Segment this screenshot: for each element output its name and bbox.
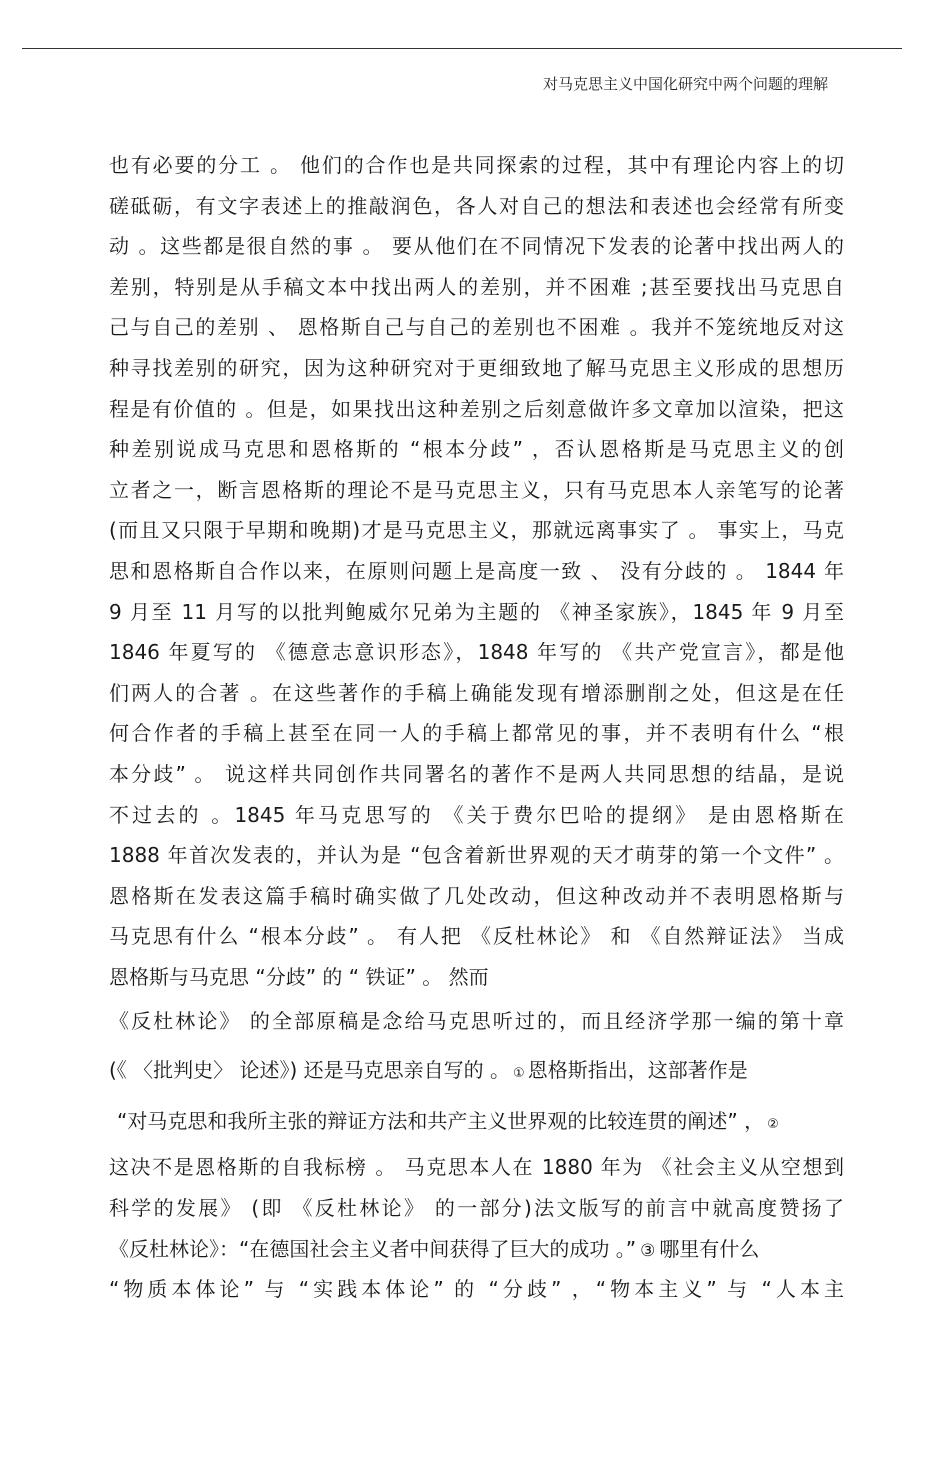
- text-line: 恩格斯与马克思 “分歧” 的 “ 铁证” 。 然而: [109, 964, 489, 989]
- footnote-line-2-text: “对马克思和我所主张的辩证方法和共产主义世界观的比较连贯的阐述” ，: [117, 1109, 765, 1134]
- text-line: 这决不是恩格斯的自我标榜 。 马克思本人在 1880 年为 《社会主义从空想到: [109, 1155, 844, 1180]
- footnote-mark-2: ②: [767, 1117, 779, 1133]
- text-line: 何合作者的手稿上甚至在同一人的手稿上都常见的事，并不表明有什么 “根: [109, 721, 844, 746]
- text-line: 种寻找差别的研究，因为这种研究对于更细致地了解马克思主义形成的思想历: [109, 355, 844, 380]
- text-line: (而且又只限于早期和晚期)才是马克思主义，那就远离事实了 。 事实上，马克: [109, 518, 844, 543]
- footnote-line-3-text: 《反杜林论》：“在德国社会主义者中间获得了巨大的成功 。”: [109, 1236, 637, 1261]
- text-line: 们两人的合著 。在这些著作的手稿上确能发现有增添删削之处，但这是在任: [109, 680, 844, 705]
- text-line: 马克思有什么 “根本分歧” 。 有人把 《反杜林论》 和 《自然辩证法》 当成: [109, 924, 844, 949]
- footnote-line-1-rest: 恩格斯指出，这部著作是: [527, 1058, 748, 1083]
- text-line: 也有必要的分工 。 他们的合作也是共同探索的过程，其中有理论内容上的切: [109, 153, 844, 177]
- text-line: 科学的发展》 (即 《反杜林论》 的一部分)法文版写的前言中就高度赞扬了: [109, 1196, 844, 1221]
- footnote-mark-3: ③: [640, 1240, 656, 1261]
- text-line: 磋砥砺，有文字表述上的推敲润色，各人对自己的想法和表述也会经常有所变: [109, 193, 844, 218]
- text-line: 1846 年夏写的 《德意志意识形态》，1848 年写的 《共产党宣言》，都是他: [109, 640, 844, 665]
- footnote-line-3: [109, 1229, 844, 1270]
- text-line: 本分歧” 。 说这样共同创作共同署名的著作不是两人共同思想的结晶，是说: [109, 761, 844, 786]
- header-rule: [22, 48, 902, 49]
- text-line: 思和恩格斯自合作以来，在原则问题上是高度一致 、 没有分歧的 。 1844 年: [109, 558, 844, 583]
- text-line: 动 。这些都是很自然的事 。 要从他们在不同情况下发表的论著中找出两人的: [109, 234, 844, 259]
- text-line: 恩格斯在发表这篇手稿时确实做了几处改动，但这种改动并不表明恩格斯与: [109, 883, 844, 908]
- running-header-title: 对马克思主义中国化研究中两个问题的理解: [542, 75, 828, 93]
- text-line: 9 月至 11 月写的以批判鲍威尔兄弟为主题的 《神圣家族》，1845 年 9 月至: [109, 599, 844, 624]
- text-line: 种差别说成马克思和恩格斯的 “根本分歧” ，否认恩格斯是马克思主义的创: [109, 437, 844, 462]
- text-line: 程是有价值的 。但是，如果找出这种差别之后刻意做许多文章加以渲染，把这: [109, 396, 844, 421]
- footnote-line-2: [109, 1096, 844, 1147]
- text-line: 《反杜林论》 的全部原稿是念给马克思听过的，而且经济学那一编的第十章: [109, 1009, 844, 1034]
- text-line: 己与自己的差别 、 恩格斯自己与自己的差别也不困难 。我并不笼统地反对这: [109, 315, 844, 340]
- footnote-mark-1: ①: [513, 1066, 525, 1082]
- footnote-line-1-text: (《 〈批判史〉 论述》) 还是马克思亲自写的 。: [109, 1058, 511, 1083]
- body-text: [109, 145, 844, 1310]
- text-line: 立者之一，断言恩格斯的理论不是马克思主义，只有马克思本人亲笔写的论著: [109, 477, 844, 502]
- footnote-line-3-rest: 哪里有什么: [659, 1236, 760, 1261]
- text-line: 不过去的 。1845 年马克思写的 《关于费尔巴哈的提纲》 是由恩格斯在: [109, 802, 844, 827]
- text-line: “物质本体论” 与 “实践本体论” 的 “分歧” ，“物本主义” 与 “人本主: [109, 1277, 844, 1302]
- text-line: 差别，特别是从手稿文本中找出两人的差别，并不困难 ;甚至要找出马克思自: [109, 274, 844, 299]
- text-line: 1888 年首次发表的，并认为是 “包含着新世界观的天才萌芽的第一个文件” 。: [109, 843, 844, 868]
- footnote-line-1: [109, 1045, 844, 1096]
